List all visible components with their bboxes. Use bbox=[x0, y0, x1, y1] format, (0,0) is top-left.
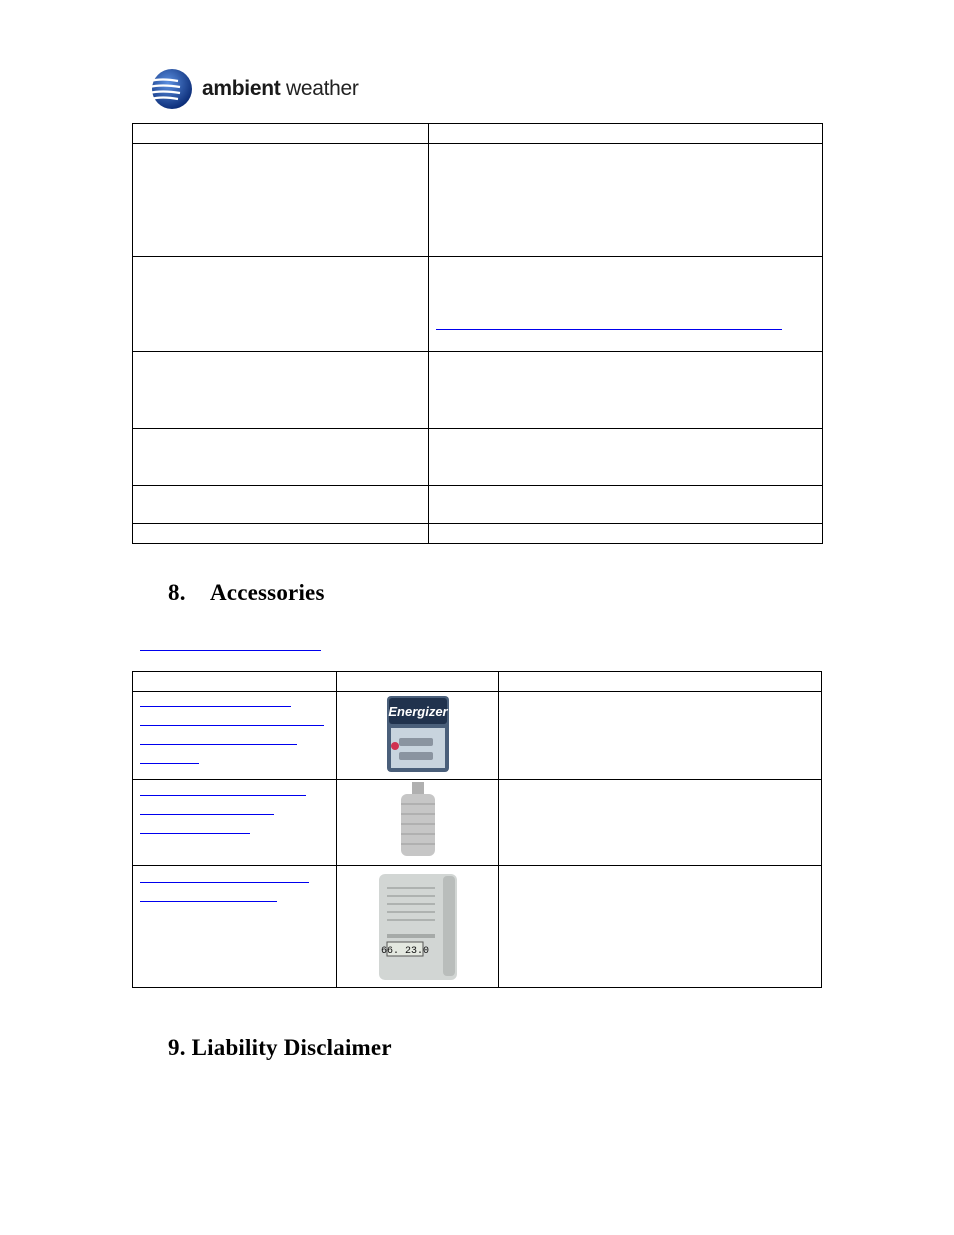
accessories-store-link[interactable] bbox=[140, 650, 321, 651]
radiation-shield-icon bbox=[395, 782, 441, 860]
accessory-link-sensor[interactable] bbox=[133, 866, 337, 988]
section-heading-accessories: 8. Accessories bbox=[168, 580, 325, 605]
accessory-link-batteries[interactable] bbox=[133, 692, 337, 780]
accessory-link-radiation-shield[interactable] bbox=[133, 780, 337, 866]
svg-text:66. 23.0: 66. 23.0 bbox=[380, 946, 429, 957]
svg-text:Energizer: Energizer bbox=[387, 704, 448, 719]
energizer-batteries-image bbox=[337, 692, 499, 780]
radiation-shield-image bbox=[337, 780, 499, 866]
thermo-hygrometer-sensor-icon bbox=[377, 872, 459, 982]
section-heading-liability: 9. Liability Disclaimer bbox=[168, 1035, 392, 1060]
support-link[interactable] bbox=[436, 329, 782, 330]
logo-wordmark: ambient weather bbox=[202, 77, 359, 100]
ambient-weather-logo bbox=[148, 67, 359, 111]
globe-logo-icon bbox=[148, 67, 192, 111]
thermo-hygrometer-image bbox=[337, 866, 499, 988]
energizer-lithium-aa-batteries-icon bbox=[383, 694, 453, 774]
accessories-table bbox=[132, 671, 822, 988]
troubleshooting-table bbox=[132, 123, 823, 544]
